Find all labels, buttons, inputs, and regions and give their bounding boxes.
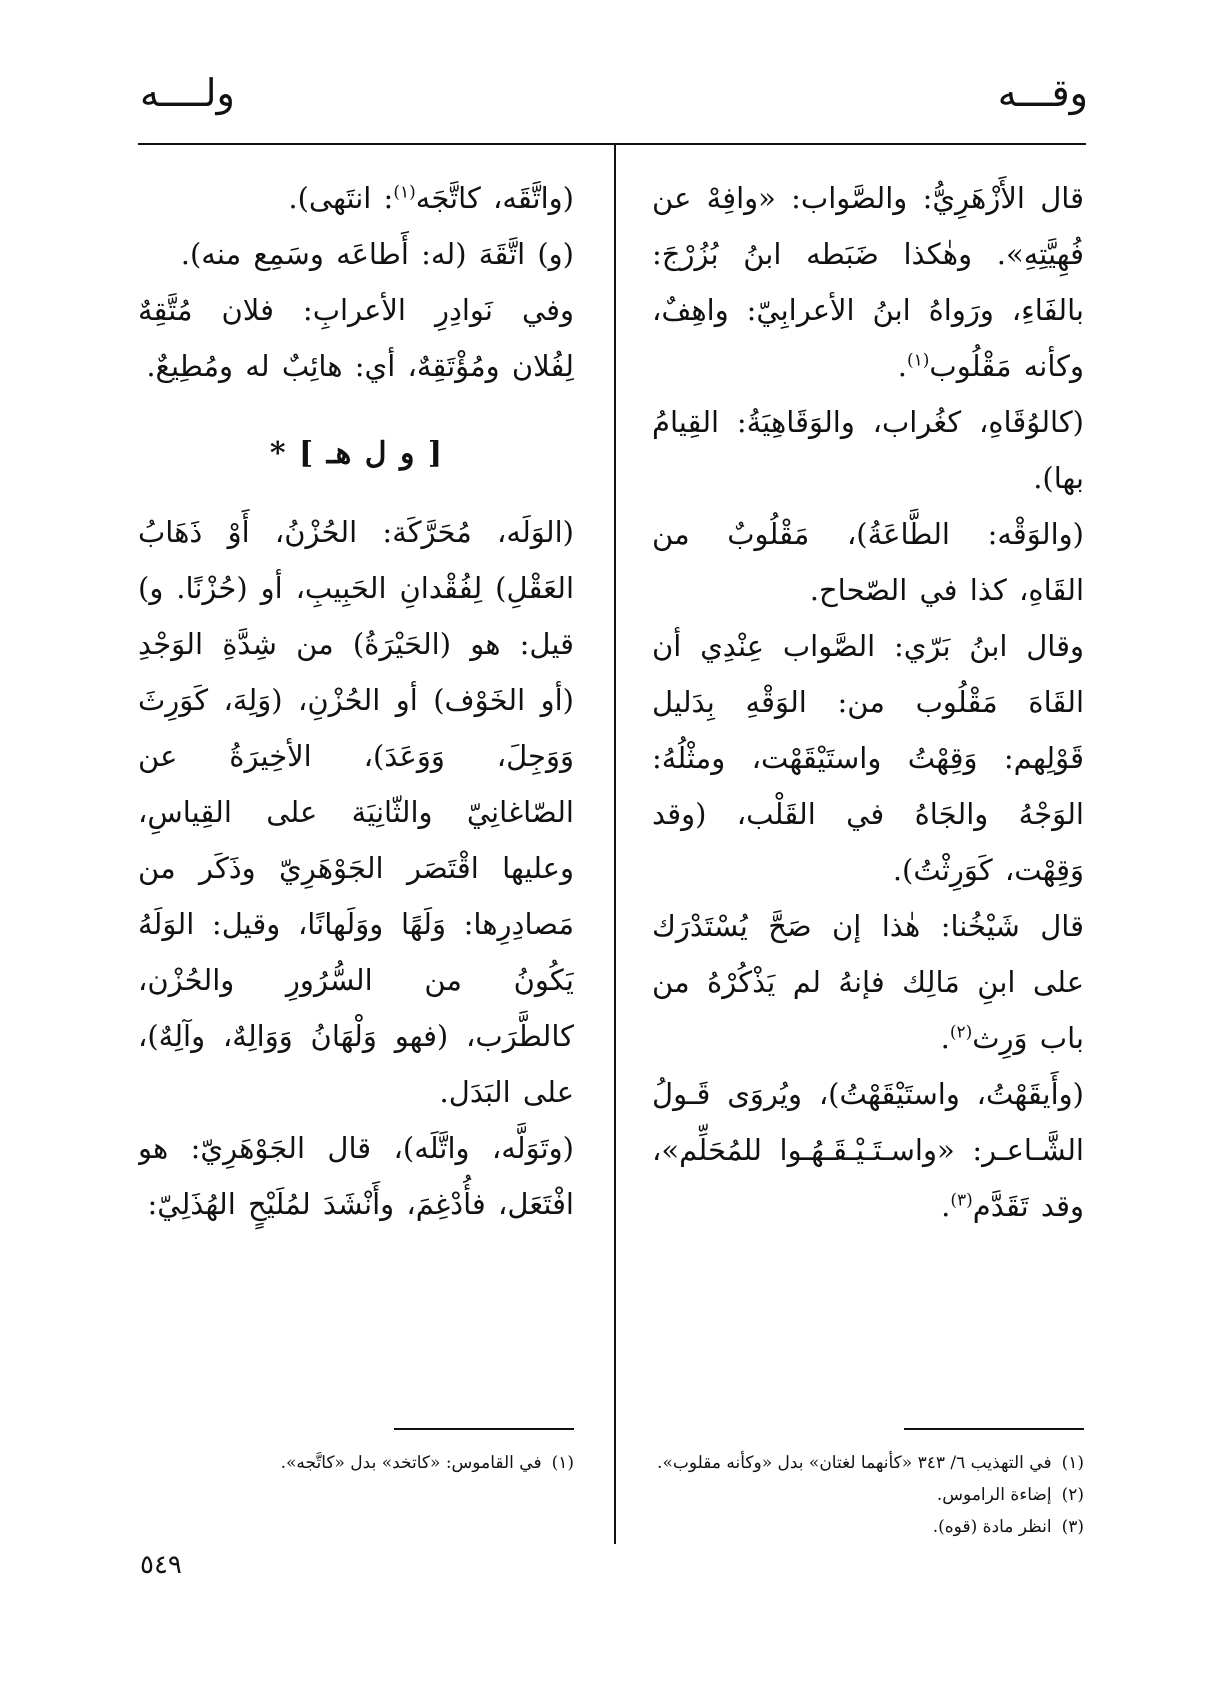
paragraph: (والوَقْه: الطَّاعَةُ)، مَقْلُوبٌ من القَاهِ، كذا في الصّحاح. [652,517,1084,607]
section-heading: [ و ل هـ ] * [269,436,443,471]
paragraph: وفي نَوادِرِ الأعرابِ: فلان مُتَّقِهٌ لِفُلان ومُؤْتَقِهٌ، أي: هائِبٌ له ومُطِيعٌ. [138,293,574,383]
footnote: (١)في التهذيب ٦/ ٣٤٣ «كأنهما لغتان» بدل «وكأنه مقلوب». [657,1453,1084,1473]
running-head-right: وقـــه [997,71,1088,115]
paragraph: (و) اتَّقَهَ (له: أَطاعَه وسَمِع منه). [180,237,574,271]
footnote-rule [394,1428,574,1430]
paragraph: (واتَّقَه، كاتَّجَه$^{(١)}$: انتَهى). [288,181,574,215]
footnote: (٣)انظر مادة (قوه). [932,1517,1084,1537]
footnote-marker: (٣) [950,1190,973,1211]
footnote: (١)في القاموس: «كاتخد» بدل «كاتَّجه». [280,1453,574,1473]
paragraph: وقال ابنُ بَرّي: الصَّواب عِنْدِي أن القَاهَ مَقْلُوب من: الوَقْهِ بِدَليل قَوْلِهم: وَقِهْتُ واستَيْقَهْت، ومثْلُهُ: الوَجْهُ والجَاهُ في القَلْب، (وقد وَقِهْت، كَوَرِثْتُ). [652,629,1084,887]
left-column [138,170,574,1600]
running-head-left: ولــــه [140,71,235,115]
paragraph: قال الأَزْهَرِيُّ: والصَّواب: «وافِهْ عن فُهِيَّتِهِ». وهٰكذا ضَبَطه ابنُ بُزُرْجَ: بالفَاءِ، ورَواهُ ابنُ الأعرابِيّ: واهِفٌ، وكأنه مَقْلُوب$^{(١)}$. [652,181,1084,383]
paragraph: (كالوُقَاهِ، كغُراب، والوَقَاهِيَةُ: القِيامُ بها). [652,405,1084,495]
right-column [652,170,1084,1600]
column-divider [614,144,616,1544]
footnote-marker: (١) [393,182,416,203]
footnote-marker: (١) [907,350,930,371]
footnote-rule [904,1428,1084,1430]
paragraph: (وأَيقَهْتُ، واستَيْقَهْتُ)، ويُروَى قَـولُ الشَّـاعـر: «واسـتَـيْـقَـهُـوا للمُحَلِّم»، وقد تَقَدَّم$^{(٣)}$. [652,1077,1084,1223]
header-rule [138,143,1086,145]
right-footnotes [652,1390,1084,1544]
page-number: ٥٤٩ [140,1550,182,1580]
paragraph: (وتَوَلَّه، واتَّلَه)، قال الجَوْهَرِيّ: هو افْتَعَل، فأُدْغِمَ، وأَنْشَدَ لمُلَيْحٍ الهُذَلِيّ: [138,1131,574,1221]
paragraph: قال شَيْخُنا: هٰذا إن صَحَّ يُسْتَدْرَك على ابنِ مَالِك فإنهُ لم يَذْكُرْهُ من باب وَرِث$^{(٢)}$. [652,909,1084,1055]
paragraph: (الوَلَه، مُحَرَّكَة: الحُزْنُ، أَوْ ذَهَابُ العَقْلِ) لِفُقْدانِ الحَبِيبِ، أو (حُزْنًا. و) قيل: هو (الحَيْرَةُ) من شِدَّةِ الوَجْدِ (أو الخَوْف) أو الحُزْنِ، (وَلِهَ، كَوَرِثَ وَوَجِلَ، وَوَعَدَ)، الأخِيرَةُ عن الصّاغانِيّ والثّانِيَة على القِياسِ، وعليها اقْتَصَر الجَوْهَرِيّ وذَكَر من مَصادِرِها: وَلَهًا ووَلَهانًا، وقيل: الوَلَهُ يَكُونُ من السُّرُورِ والحُزْن، كالطَّرَب، (فهو وَلْهَانُ وَوَالِهٌ، وآلِهٌ)، على البَدَل. [138,515,574,1109]
left-footnotes [138,1390,574,1480]
footnote-marker: (٢) [949,1022,973,1043]
footnote: (٢)إضاءة الراموس. [936,1485,1084,1505]
